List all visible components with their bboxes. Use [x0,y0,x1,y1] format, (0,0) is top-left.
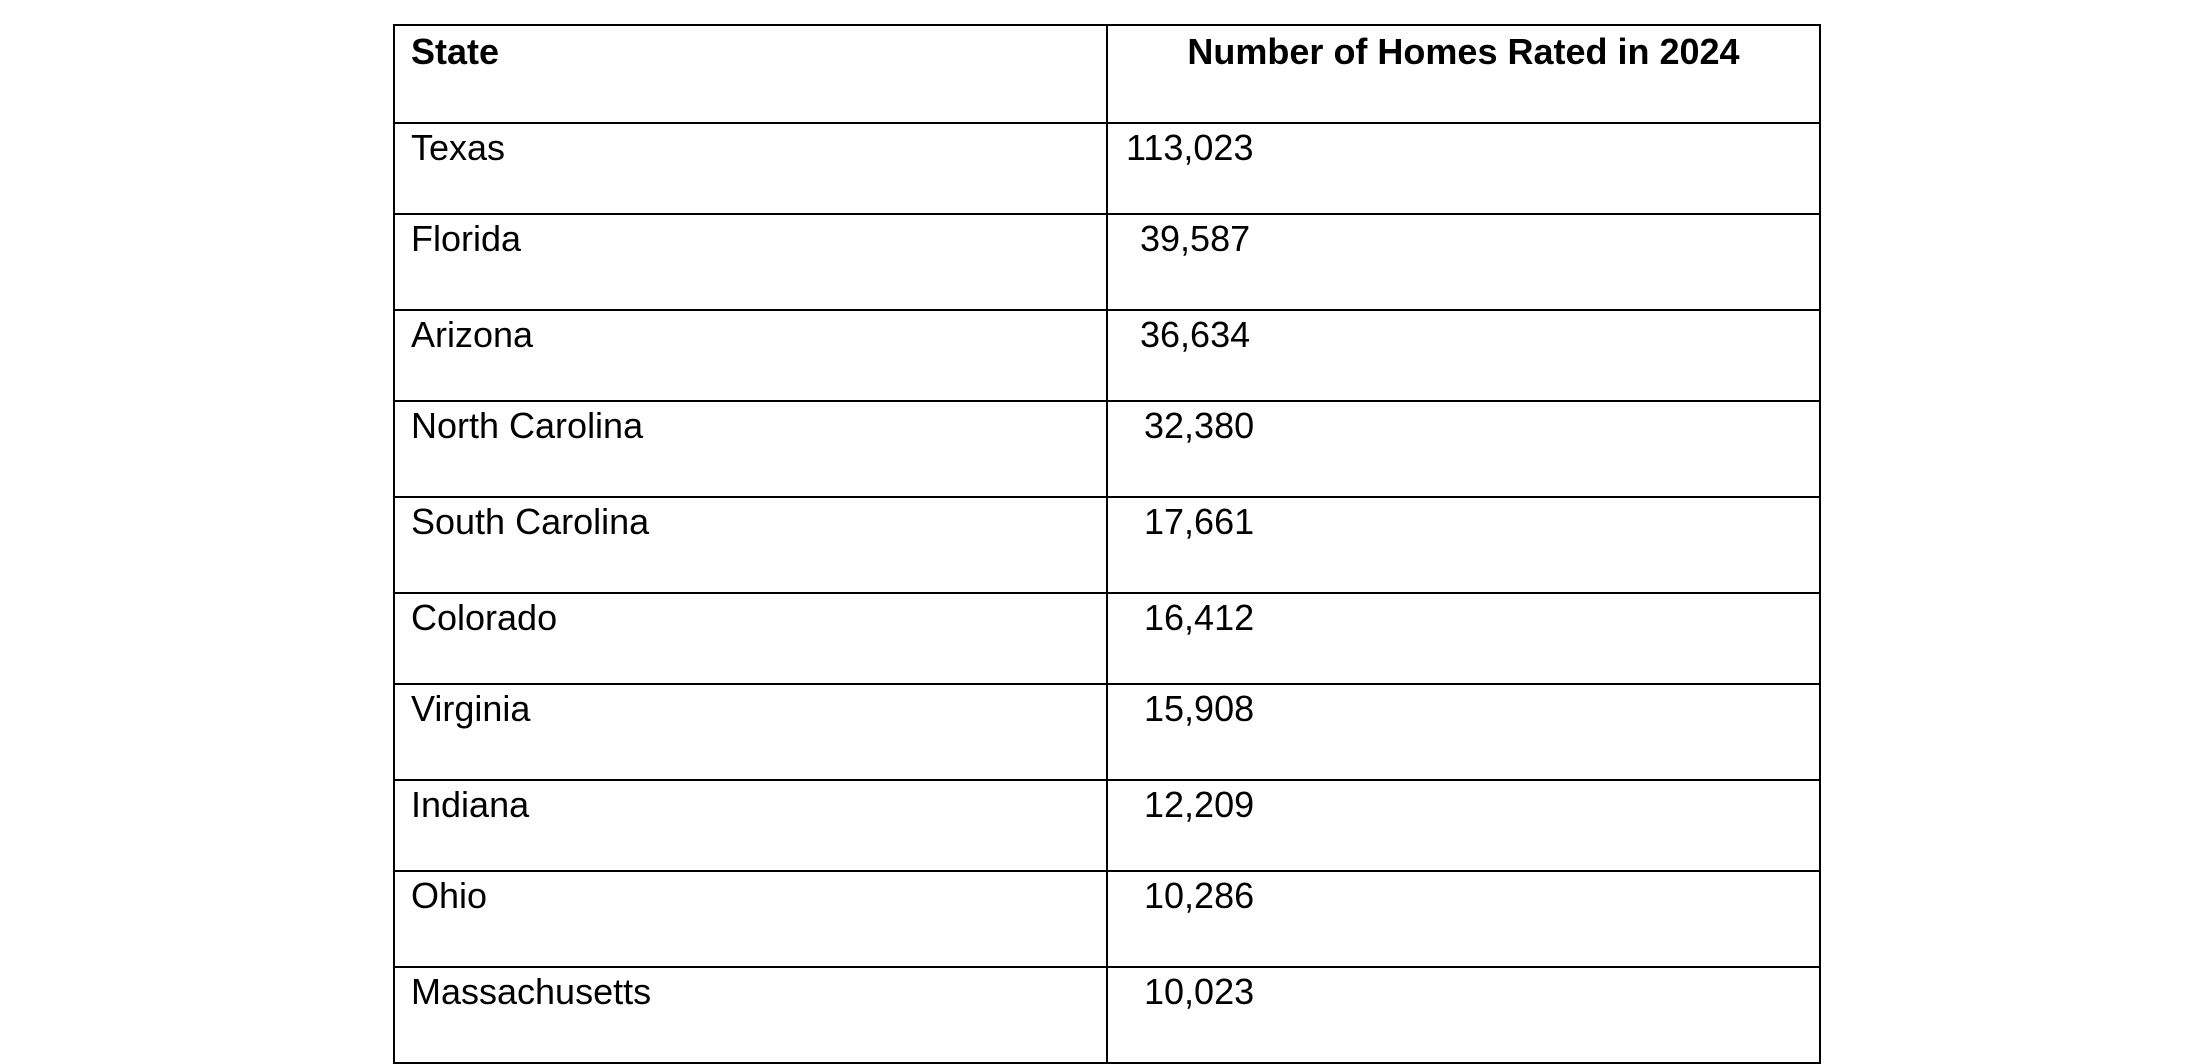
table-row [394,214,1820,310]
state-cell: Texas [394,123,1107,214]
state-cell: Arizona [394,310,1107,401]
homes-rated-table [393,24,1821,1064]
state-cell: Indiana [394,780,1107,871]
state-cell: Massachusetts [394,967,1107,1063]
state-cell: North Carolina [394,401,1107,497]
homes-cell: 16,412 [1107,593,1820,684]
state-column-header: State [394,25,1107,123]
homes-cell: 32,380 [1107,401,1820,497]
homes-column-header: Number of Homes Rated in 2024 [1107,25,1820,123]
state-cell: Ohio [394,871,1107,967]
table-row [394,123,1820,214]
state-cell: Florida [394,214,1107,310]
table-row [394,684,1820,780]
homes-cell: 12,209 [1107,780,1820,871]
table-row [394,310,1820,401]
table-row [394,497,1820,593]
homes-cell: 15,908 [1107,684,1820,780]
homes-cell: 39,587 [1107,214,1820,310]
state-cell: Colorado [394,593,1107,684]
state-cell: Virginia [394,684,1107,780]
homes-rated-table-container [393,24,1819,1064]
state-cell: South Carolina [394,497,1107,593]
table-row [394,967,1820,1063]
homes-cell: 17,661 [1107,497,1820,593]
table-row [394,593,1820,684]
homes-cell: 36,634 [1107,310,1820,401]
homes-cell: 10,286 [1107,871,1820,967]
homes-cell: 113,023 [1107,123,1820,214]
table-header-row [394,25,1820,123]
table-row [394,780,1820,871]
homes-cell: 10,023 [1107,967,1820,1063]
table-row [394,401,1820,497]
table-row [394,871,1820,967]
